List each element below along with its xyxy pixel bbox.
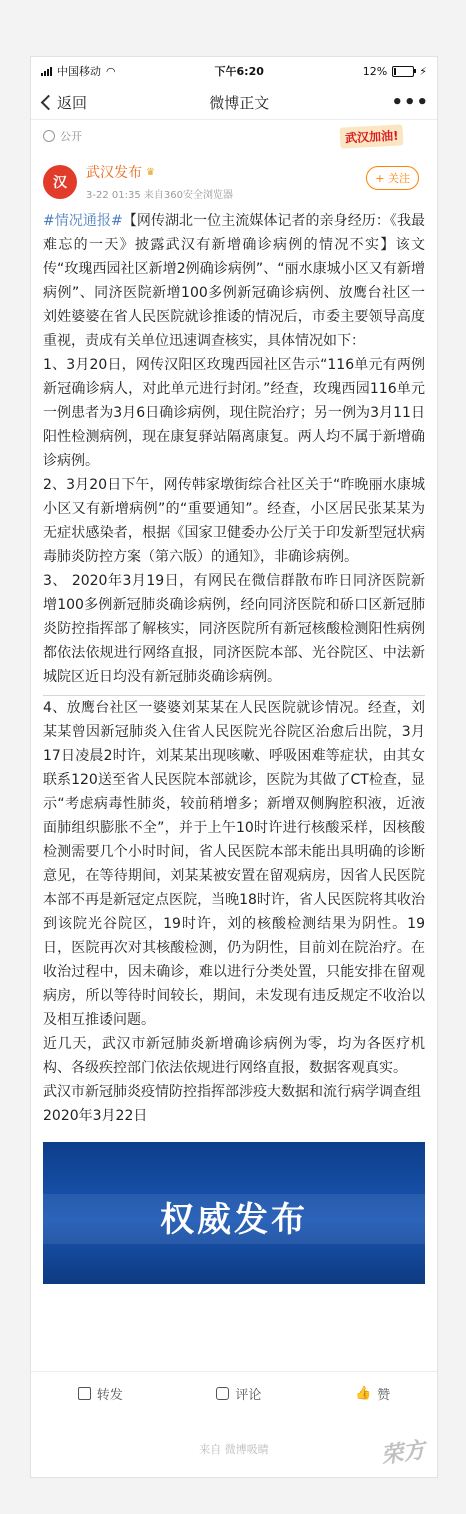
author-name[interactable]: 武汉发布 bbox=[86, 165, 142, 181]
wuhan-stamp-logo: 武汉加油! bbox=[339, 124, 403, 148]
like-label: 赞 bbox=[377, 1387, 391, 1403]
comment-label: 评论 bbox=[235, 1387, 262, 1403]
comment-icon bbox=[216, 1387, 229, 1400]
post-body bbox=[31, 207, 437, 1128]
post-intro bbox=[43, 209, 425, 353]
action-bar bbox=[31, 1371, 437, 1414]
post-paragraph-1: 1、3月20日，网传汉阳区玫瑰西园社区告示“116单元有两例新冠确诊病人，对此单元进行封闭。”经查，玫瑰西园116单元一例患者为3月6日确诊病例，现住院治疗；另一例为3月11日阳性检测病例，现在康复驿站隔离康复。两人均不属于新增确诊病例。 bbox=[43, 357, 425, 469]
post-intro-text: 【网传湖北一位主流媒体记者的亲身经历：《我最难忘的一天》披露武汉有新增确诊病例的情况不实】该文传“玫瑰西园社区新增2例确诊病例”、“丽水康城小区又有新增病例”、同济医院新增100多例新冠确诊病例、放鹰台社区一刘姓婆婆在省人民医院就诊推诿的情况后，市委主要领导高度重视，责成有关单位迅速调查核实，具体情况如下： bbox=[43, 213, 425, 349]
chevron-left-icon bbox=[41, 94, 57, 110]
visibility-row bbox=[31, 120, 437, 152]
repost-icon bbox=[78, 1387, 91, 1400]
status-bar bbox=[31, 57, 437, 85]
banner-image[interactable] bbox=[43, 1142, 425, 1284]
globe-icon bbox=[43, 130, 55, 142]
watermark: 荣方 bbox=[379, 1438, 427, 1469]
avatar[interactable]: 汉 bbox=[43, 165, 77, 199]
page-title: 微博正文 bbox=[209, 93, 270, 112]
clock: 下午6:20 bbox=[214, 65, 264, 78]
battery-percent: 12% bbox=[362, 64, 388, 78]
source-footer: 来自 微博吸睛 bbox=[199, 1443, 269, 1456]
verified-badge-icon: ♛ bbox=[146, 166, 155, 178]
nav-bar bbox=[31, 85, 437, 120]
carrier-label: 中国移动 bbox=[57, 65, 101, 78]
signature-org: 武汉市新冠肺炎疫情防控指挥部涉疫大数据和流行病学调查组 bbox=[43, 1084, 421, 1100]
follow-button[interactable]: + 关注 bbox=[366, 166, 419, 190]
comment-button[interactable] bbox=[216, 1384, 261, 1403]
like-button[interactable] bbox=[355, 1384, 390, 1403]
post-paragraph-2: 2、3月20日下午，网传韩家墩街综合社区关于“昨晚丽水康城小区又有新增病例”的“重要通知”。经查，小区居民张某某为无症状感染者，根据《国家卫健委办公厅关于印发新型冠状病毒肺炎防控方案（第六版）的通知》，非确诊病例。 bbox=[43, 477, 425, 565]
signal-icon bbox=[41, 67, 52, 76]
more-menu-icon[interactable]: ••• bbox=[391, 91, 429, 113]
post-paragraph-5: 近几天，武汉市新冠肺炎新增确诊病例为零，均为各医疗机构、各级疾控部门依法依规进行网络直报，数据客观真实。 bbox=[43, 1036, 425, 1076]
phone-screen bbox=[30, 56, 438, 1478]
post-paragraph-3: 3、 2020年3月19日，有网民在微信群散布昨日同济医院新增100多例新冠肺炎确诊病例，经向同济医院和硚口区新冠肺炎防控指挥部了解核实，同济医院所有新冠核酸检测阳性病例都依法依规进行网络直报，同济医院本部、光谷院区、中法新城院区近日均没有新冠肺炎确诊病例。 bbox=[43, 573, 425, 685]
thumbs-up-icon: 👍 bbox=[354, 1385, 372, 1401]
post-header bbox=[31, 152, 437, 207]
back-label: 返回 bbox=[57, 93, 88, 112]
visibility-label: 公开 bbox=[60, 130, 82, 143]
charging-icon: ⚡ bbox=[419, 64, 427, 78]
repost-button[interactable] bbox=[78, 1384, 123, 1403]
back-button[interactable] bbox=[39, 92, 87, 113]
wifi-icon: ◠ bbox=[106, 64, 116, 78]
banner-text: 权威发布 bbox=[160, 1200, 308, 1240]
topic-link[interactable]: #情况通报# bbox=[43, 213, 123, 229]
repost-label: 转发 bbox=[96, 1387, 123, 1403]
battery-icon bbox=[392, 66, 414, 77]
post-paragraph-4: 4、放鹰台社区一婆婆刘某某在人民医院就诊情况。经查，刘某某曾因新冠肺炎入住省人民医院光谷院区治愈后出院，3月17日凌晨2时许，刘某某出现咳嗽、呼吸困难等症状，由其女联系120送至省人民医院本部就诊，医院为其做了CT检查，显示“考虑病毒性肺炎，较前稍增多；新增双侧胸腔积液，近液面肺组织膨胀不全”，并于上午10时许进行核酸采样，因核酸检测需要几个小时时间，省人民医院本部未能出具明确的诊断意见，在等待期间，刘某某被安置在留观病房，因省人民医院本部不再是新冠定点医院，当晚18时许，省人民医院将其收治到该院光谷院区，19时许，刘的核酸检测结果为阴性。19日，医院再次对其核酸检测，仍为阴性，目前刘在院治疗。在收治过程中，因未确诊，难以进行分类处置，只能安排在留观病房，所以等待时间较长，期间，未发现有违反规定不收治以及相互推诿问题。 bbox=[43, 700, 425, 1028]
signature-date: 2020年3月22日 bbox=[43, 1108, 148, 1124]
post-info: 3-22 01:35 来自360安全浏览器 bbox=[86, 190, 233, 201]
